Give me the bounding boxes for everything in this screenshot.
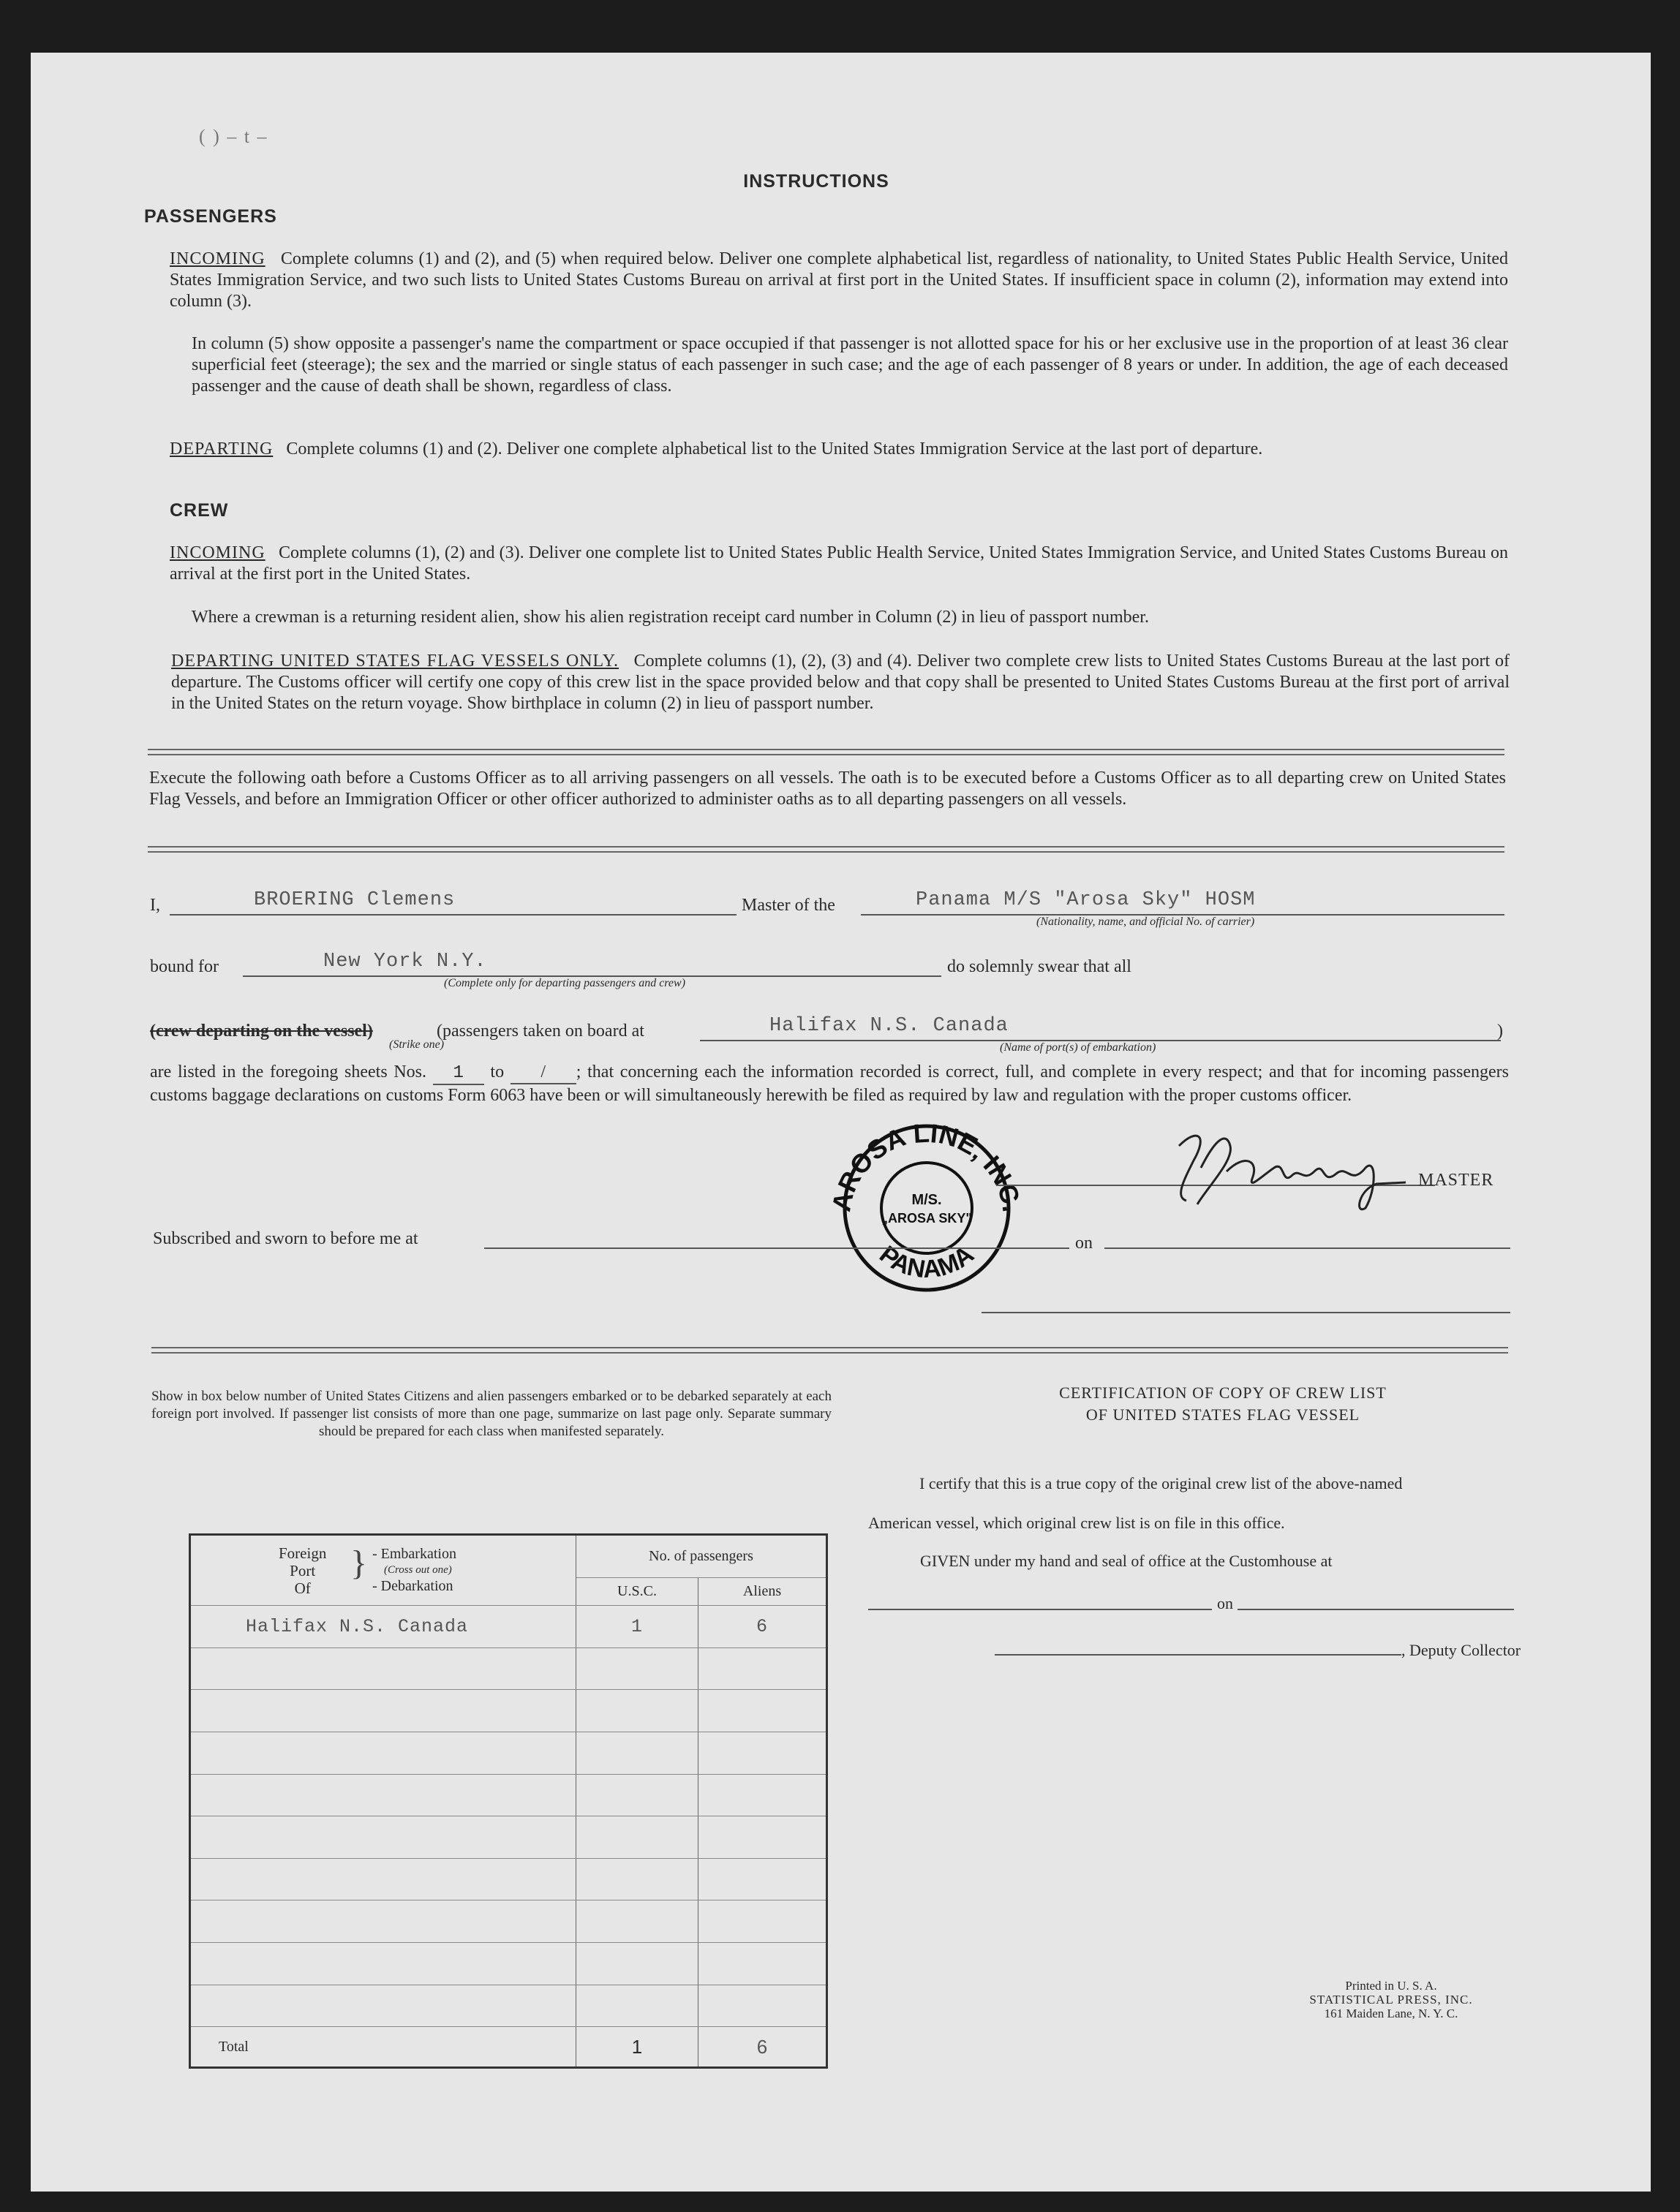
tally-usc-cell[interactable]: [576, 1985, 698, 2027]
aliens-header: Aliens: [698, 1577, 827, 1605]
tally-port-cell[interactable]: [190, 1900, 576, 1943]
tally-header-row: [190, 1535, 827, 1578]
tally-aliens-cell[interactable]: [698, 1900, 827, 1943]
total-aliens-value[interactable]: 6: [698, 2027, 827, 2068]
crew-alien-paragraph: Where a crewman is a returning resident alien, show his alien registration receipt card number in Column (2) in lieu of passport number.: [192, 608, 1149, 627]
tally-row: [190, 1900, 827, 1943]
tally-aliens-cell[interactable]: [698, 1732, 827, 1774]
certification-title-2: OF UNITED STATES FLAG VESSEL: [1085, 1405, 1360, 1424]
subscribed-label: Subscribed and sworn to before me at: [153, 1229, 418, 1248]
tally-port-cell[interactable]: [190, 1732, 576, 1774]
total-label: Total: [190, 2027, 576, 2068]
customhouse-date-line[interactable]: [1238, 1609, 1514, 1610]
debarkation-option: - Debarkation: [372, 1578, 453, 1594]
port-caption: (Name of port(s) of embarkation): [1000, 1041, 1156, 1054]
tally-row: [190, 1858, 827, 1900]
tally-aliens-cell[interactable]: [698, 1690, 827, 1732]
printer-line-1: Printed in U. S. A.: [1345, 1979, 1437, 1993]
embarkation-option: - Embarkation: [372, 1546, 456, 1562]
tally-aliens-cell[interactable]: [698, 1774, 827, 1816]
document-page: [31, 53, 1651, 2192]
tally-port-cell[interactable]: [190, 1647, 576, 1690]
cross-out-note: (Cross out one): [384, 1564, 452, 1576]
passengers-incoming-label: INCOMING: [170, 249, 265, 268]
passengers-heading: PASSENGERS: [144, 206, 277, 227]
of-label: Of: [294, 1579, 311, 1597]
tally-row: [190, 1816, 827, 1859]
strike-option-crew: (crew departing on the vessel): [150, 1022, 373, 1041]
tally-port-cell[interactable]: [190, 1690, 576, 1732]
master-label: MASTER: [1418, 1171, 1494, 1190]
vessel-field[interactable]: Panama M/S "Arosa Sky" HOSM: [916, 889, 1256, 911]
embarkation-port-field[interactable]: Halifax N.S. Canada: [769, 1015, 1009, 1037]
close-paren: ): [1497, 1022, 1503, 1041]
tally-usc-cell[interactable]: [576, 1900, 698, 1943]
subscribed-date-line[interactable]: [1104, 1247, 1510, 1249]
tally-usc-cell[interactable]: [576, 1858, 698, 1900]
subscribed-on-label: on: [1075, 1234, 1093, 1253]
page-title: INSTRUCTIONS: [743, 171, 889, 192]
passengers-departing-label: DEPARTING: [170, 439, 274, 458]
crew-incoming-paragraph: [170, 543, 1508, 585]
deputy-collector-label: , Deputy Collector: [1401, 1641, 1521, 1659]
master-of-label: Master of the: [742, 896, 835, 915]
port-label: Port: [290, 1562, 316, 1579]
oath-i-label: I,: [150, 896, 160, 915]
stamp-bottom-arc: PANAMA: [874, 1240, 979, 1284]
bound-for-field[interactable]: New York N.Y.: [323, 951, 487, 973]
passengers-column5-paragraph: In column (5) show opposite a passenger's name the compartment or space occupied if that passenger is not allotted space for his or her exclusive use in the proportion of at least 36 clear superficial feet (steerage); the sex and the married or single status of each passenger in such case; and the age of each passenger of 8 years or under. In addition, the age of each deceased passenger and the cause of death shall be shown, regardless of class.: [192, 334, 1508, 396]
tally-usc-cell[interactable]: [576, 1732, 698, 1774]
passengers-departing-text: Complete columns (1) and (2). Deliver one complete alphabetical list to the United States Immigration Service at the last port of departure.: [286, 439, 1263, 458]
tally-usc-cell[interactable]: [576, 1774, 698, 1816]
printer-imprint: [1303, 1979, 1479, 2020]
divider: [151, 1347, 1508, 1354]
crew-departing-text: Complete columns (1), (2), (3) and (4). Deliver two complete crew lists to United States Customs Bureau at the last port of departure. The Customs officer will certify one copy of this crew list in the space provided below and that copy shall be presented to United States Customs Bureau at the first port of arrival in the United States on the return voyage. Show birthplace in column (2) in lieu of passport number.: [171, 652, 1510, 713]
tally-usc-cell[interactable]: [576, 1647, 698, 1690]
passengers-taken-label: (passengers taken on board at: [437, 1022, 644, 1041]
sheets-rest: ; that concerning each the information recorded is correct, full, and complete in every respect; and that for incoming passengers customs baggage declarations on customs Form 6063 have been or will simultaneously herewith be filed as required by law and regulation with the proper customs officer.: [150, 1062, 1509, 1105]
subscribed-place-line[interactable]: [484, 1247, 1069, 1249]
certification-line-1: I certify that this is a true copy of the original crew list of the above-named: [919, 1474, 1403, 1492]
crew-heading: CREW: [170, 500, 229, 521]
usc-header: U.S.C.: [576, 1577, 698, 1605]
passengers-departing-paragraph: [170, 439, 1508, 460]
master-name-field[interactable]: BROERING Clemens: [254, 889, 456, 911]
stamp-line2: „AROSA SKY": [881, 1211, 972, 1226]
vessel-caption: (Nationality, name, and official No. of carrier): [1036, 916, 1255, 928]
tally-port-cell[interactable]: [190, 1816, 576, 1859]
no-passengers-header: No. of passengers: [576, 1535, 827, 1578]
tally-row: [190, 1606, 827, 1648]
bound-for-label: bound for: [150, 957, 219, 976]
strike-caption: (Strike one): [389, 1038, 445, 1051]
tally-row: [190, 1732, 827, 1774]
foreign-port-header: Foreign Port Of } - Embarkation (Cross out one) - Debarkation: [190, 1535, 576, 1606]
tally-aliens-cell[interactable]: [698, 1985, 827, 2027]
sheets-prefix: are listed in the foregoing sheets Nos.: [150, 1062, 427, 1082]
tally-port-cell[interactable]: Halifax N.S. Canada: [190, 1606, 576, 1648]
certification-line-3: GIVEN under my hand and seal of office at the Customhouse at: [920, 1552, 1333, 1570]
divider: [148, 846, 1504, 853]
foreign-label: Foreign: [279, 1544, 327, 1562]
execute-oath-paragraph: Execute the following oath before a Customs Officer as to all arriving passengers on all vessels. The oath is to be executed before a Customs Officer as to all departing crew on United States Flag Vessels, and before an Immigration Officer or other officer authorized to administer oaths as to all departing passengers on all vessels.: [149, 769, 1506, 809]
tally-usc-cell[interactable]: [576, 1816, 698, 1859]
swear-text: do solemnly swear that all: [947, 957, 1131, 976]
tally-instructions: Show in box below number of United States Citizens and alien passengers embarked or to be debarked separately at each foreign port involved. If passenger list consists of more than one page, summarize on last page only. Separate summary should be prepared for each class when manifested separately.: [151, 1389, 832, 1439]
sheets-to-label: to: [490, 1062, 505, 1082]
tally-usc-cell[interactable]: [576, 1943, 698, 1985]
stamp-top-arc: AROSA LINE, INC.: [826, 1117, 1028, 1215]
certification-title-1: CERTIFICATION OF COPY OF CREW LIST: [1059, 1384, 1387, 1402]
tally-aliens-cell[interactable]: 6: [698, 1606, 827, 1648]
master-signature: [1157, 1117, 1435, 1215]
stamp-line1: M/S.: [911, 1192, 942, 1208]
tally-total-row: [190, 2027, 827, 2068]
passenger-tally-table: [189, 1533, 828, 2069]
sheet-from-field[interactable]: 1: [433, 1062, 484, 1085]
total-usc-value[interactable]: 1: [576, 2027, 698, 2068]
officer-signature-line[interactable]: [982, 1312, 1510, 1313]
crew-incoming-label: INCOMING: [170, 543, 265, 562]
tally-aliens-cell[interactable]: [698, 1943, 827, 1985]
crew-departing-paragraph: [171, 651, 1510, 714]
tally-aliens-cell[interactable]: [698, 1647, 827, 1690]
tally-usc-cell[interactable]: 1: [576, 1606, 698, 1648]
tally-row: [190, 1690, 827, 1732]
sheets-paragraph: [150, 1062, 1509, 1106]
customhouse-place-line[interactable]: [868, 1609, 1212, 1610]
certification-on-label: on: [1217, 1594, 1233, 1612]
tally-aliens-cell[interactable]: [698, 1858, 827, 1900]
deputy-collector-signature-line[interactable]: [995, 1654, 1401, 1656]
passengers-incoming-text: Complete columns (1) and (2), and (5) when required below. Deliver one complete alphabetical list, regardless of nationality, to United States Public Health Service, United States Immigration Service, and two such lists to United States Customs Bureau on arrival at first port in the United States. If insufficient space in column (2), information may extend into column (3).: [170, 249, 1508, 311]
tally-row: [190, 1943, 827, 1985]
tally-aliens-cell[interactable]: [698, 1816, 827, 1859]
crew-departing-label: DEPARTING UNITED STATES FLAG VESSELS ONLY.: [171, 652, 619, 671]
company-seal-stamp: [821, 1102, 1033, 1314]
handwritten-marks: ( ) – t –: [199, 126, 268, 147]
tally-row: [190, 1647, 827, 1690]
tally-row: [190, 1774, 827, 1816]
printer-line-3: 161 Maiden Lane, N. Y. C.: [1324, 2007, 1458, 2020]
certification-line-2: American vessel, which original crew list is on file in this office.: [868, 1514, 1285, 1532]
tally-port-cell[interactable]: [190, 1858, 576, 1900]
bound-for-caption: (Complete only for departing passengers and crew): [444, 977, 686, 989]
tally-port-cell[interactable]: [190, 1943, 576, 1985]
passengers-incoming-paragraph: [170, 249, 1508, 312]
crew-incoming-text: Complete columns (1), (2) and (3). Deliver one complete list to United States Public Health Service, United States Immigration Service, and United States Customs Bureau on arrival at the first port in the United States.: [170, 543, 1509, 584]
printer-line-2: STATISTICAL PRESS, INC.: [1309, 1993, 1473, 2007]
master-name-line: [170, 914, 737, 916]
divider: [148, 749, 1504, 755]
sheet-to-field[interactable]: /: [511, 1062, 576, 1084]
tally-port-cell[interactable]: [190, 1985, 576, 2027]
tally-row: [190, 1985, 827, 2027]
tally-port-cell[interactable]: [190, 1774, 576, 1816]
tally-usc-cell[interactable]: [576, 1690, 698, 1732]
